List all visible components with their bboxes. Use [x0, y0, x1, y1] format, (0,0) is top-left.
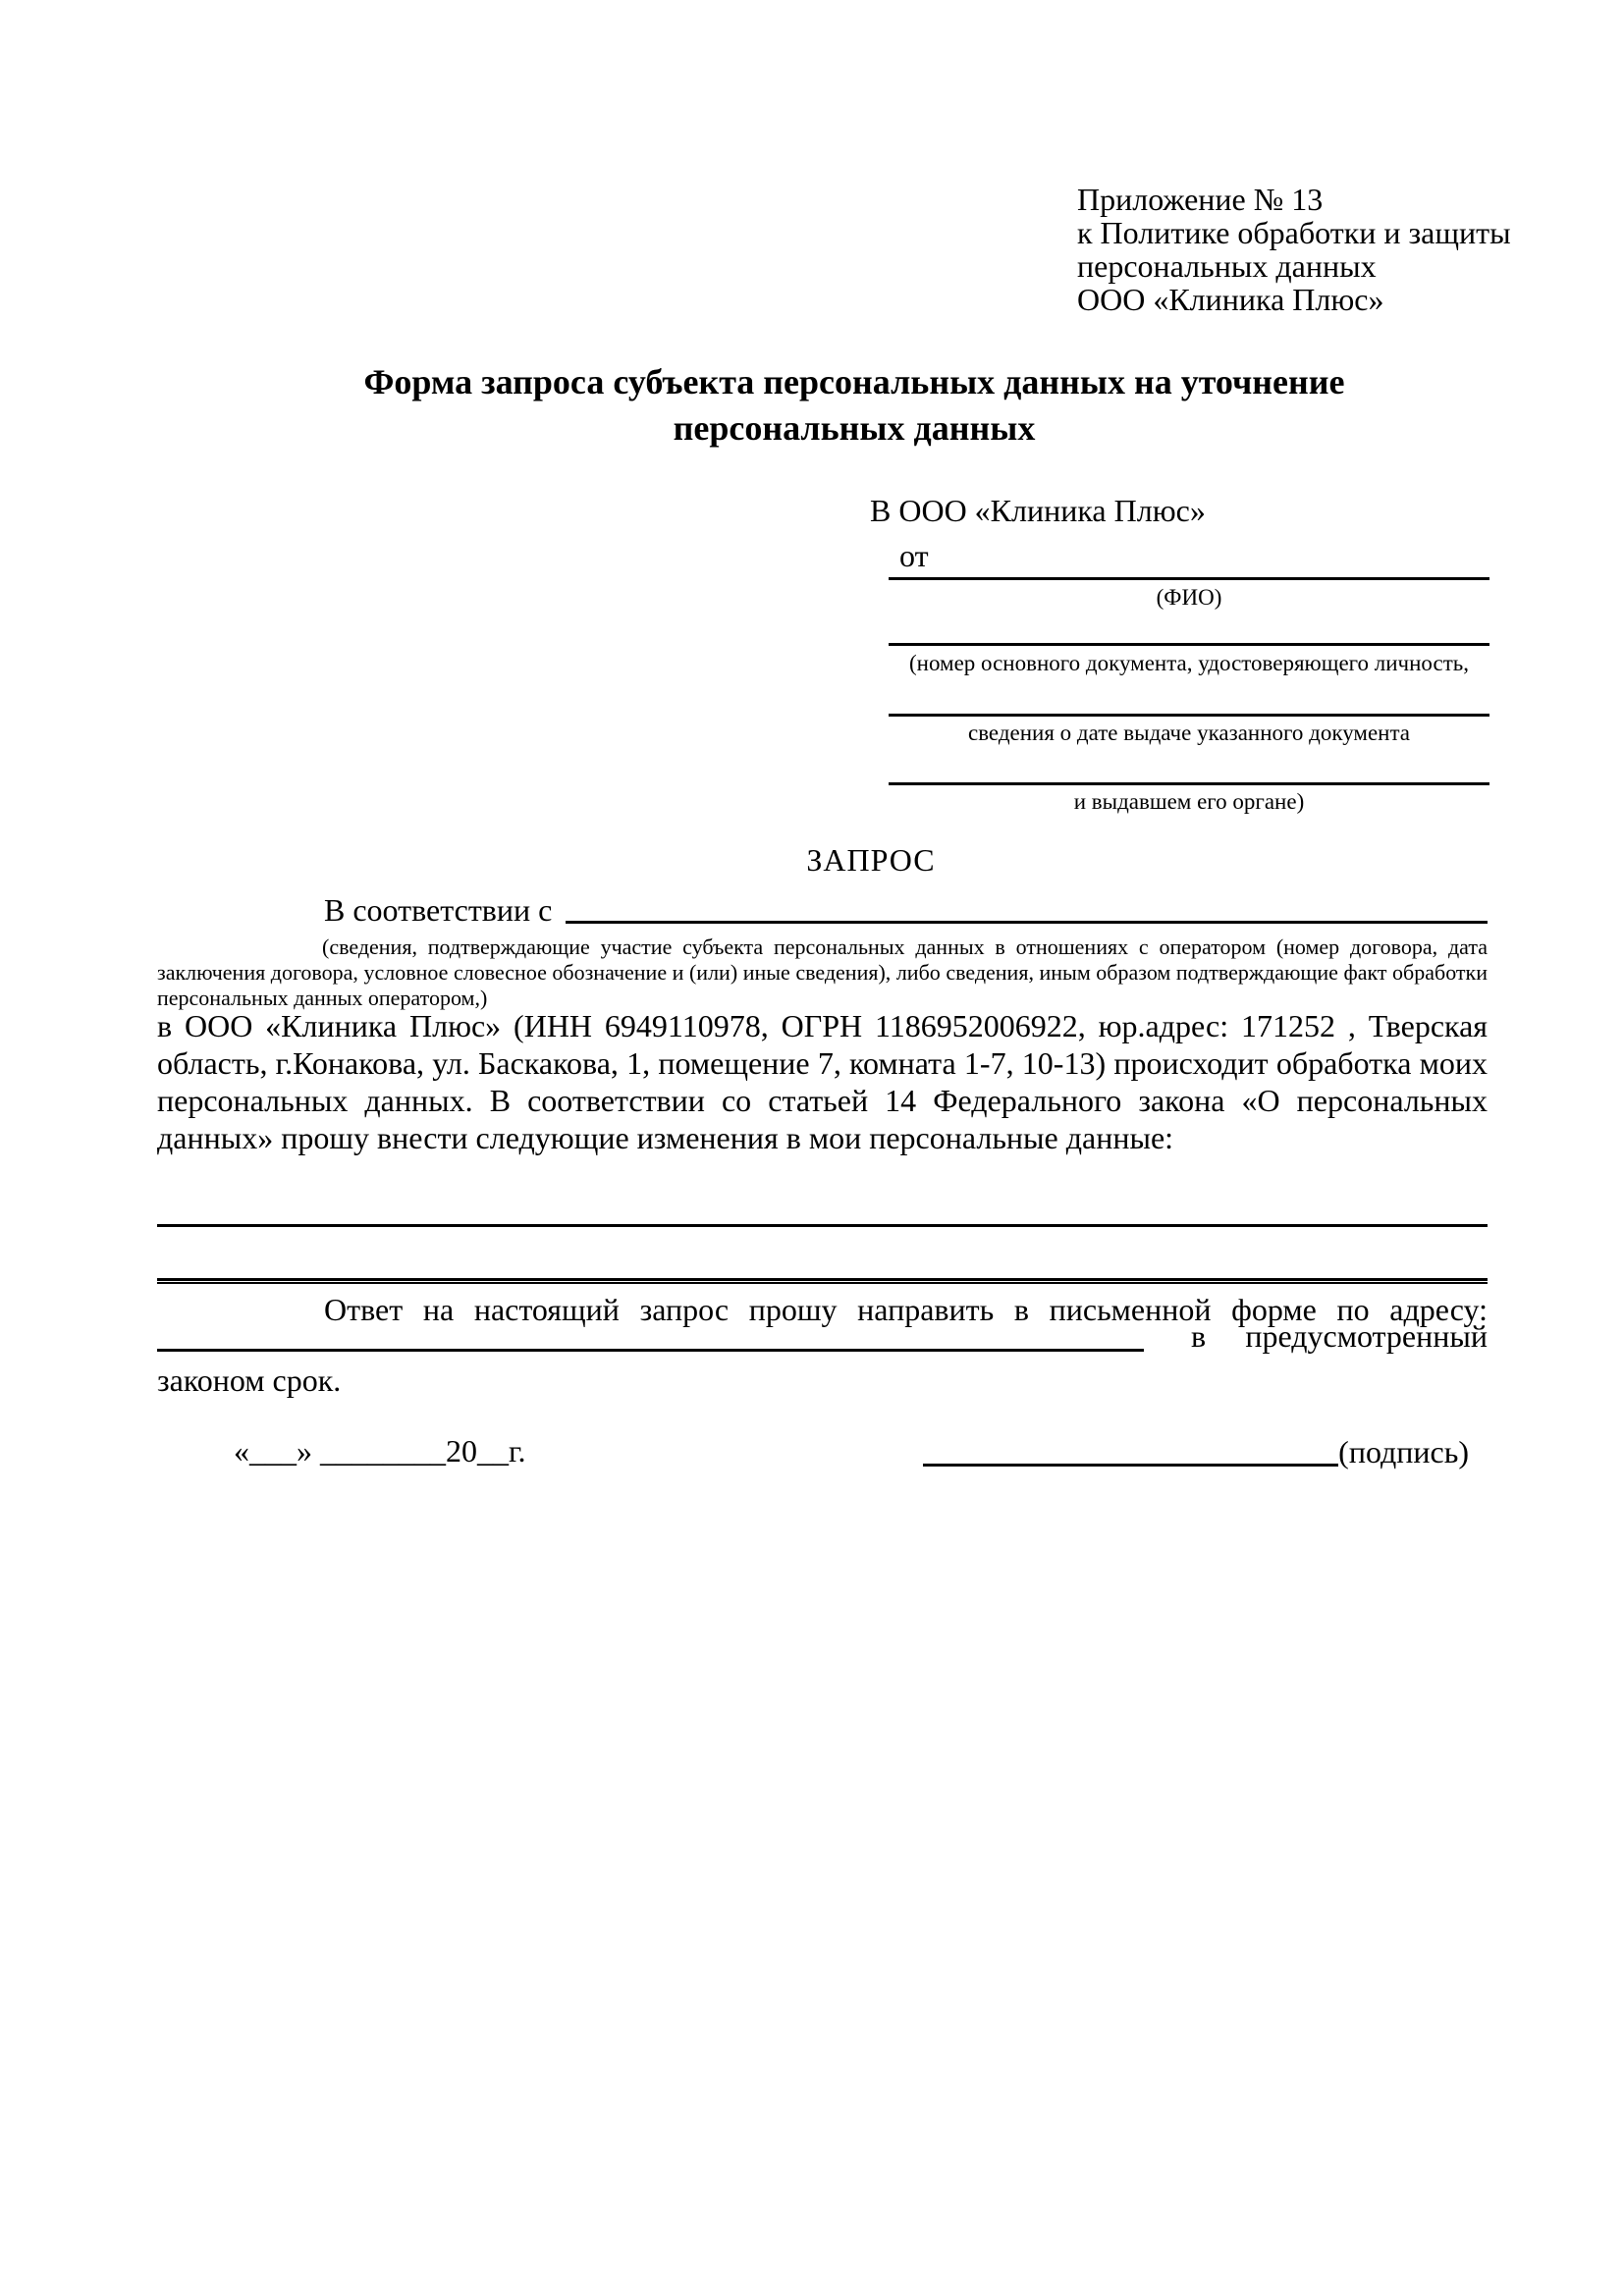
- body-paragraph: в ООО «Клиника Плюс» (ИНН 6949110978, ОГРН 1186952006922, юр.адрес: 171252 , Тверская область, г.Конакова, ул. Баскакова, 1, помещение 7, комната 1-7, 10-13) происходит обработка моих персональных данных. В соответствии со статьей 14 Федерального закона «О персональных данных» прошу внести следующие изменения в мои персональные данные:: [157, 1008, 1488, 1155]
- appendix-header-line: персональных данных: [1077, 248, 1377, 284]
- issuing-authority-blank-line: [889, 782, 1489, 785]
- from-label: от: [899, 538, 929, 573]
- appendix-header-line: ООО «Клиника Плюс»: [1077, 282, 1384, 317]
- appendix-header-line: к Политике обработки и защиты: [1077, 215, 1511, 250]
- address-blank-line: [157, 1349, 1144, 1352]
- reply-sentence-end: законом срок.: [157, 1362, 342, 1398]
- issue-date-blank-line: [889, 714, 1489, 717]
- document-title-line: персональных данных: [673, 408, 1036, 448]
- issuing-authority-caption: и выдавшем его органе): [1073, 789, 1305, 814]
- signature-row: [923, 1431, 1469, 1470]
- reply-tail-words: [1144, 1318, 1488, 1357]
- addressee-org: В ООО «Клиника Плюс»: [870, 493, 1206, 528]
- document-number-caption: (номер основного документа, удостоверяющего личность,: [908, 651, 1469, 675]
- issue-date-caption: сведения о дате выдаче указанного документа: [967, 721, 1411, 745]
- accordance-note: (сведения, подтверждающие участие субъекта персональных данных в отношениях с оператором (номер договора, дата заключения договора, условное словесное обозначение и (или) иные сведения), либо сведения, иным образом подтверждающие факт обработки персональных данных оператором,): [157, 934, 1488, 1010]
- appendix-header-line: Приложение № 13: [1077, 182, 1324, 217]
- reply-address-row: [157, 1317, 1488, 1357]
- signature-blank-line: [923, 1464, 1338, 1467]
- document-title: [157, 359, 1551, 452]
- fio-blank-line: [889, 577, 1489, 580]
- reply-word-predusmotrenny: предусмотренный: [1245, 1318, 1488, 1354]
- accordance-blank-line: [566, 921, 1488, 924]
- request-heading: ЗАПРОС: [806, 842, 936, 878]
- accordance-row: [157, 887, 1488, 929]
- changes-blank-line-2: [157, 1278, 1488, 1284]
- reply-word-v: в: [1191, 1318, 1207, 1354]
- document-title-line: Форма запроса субъекта персональных данных на уточнение: [363, 362, 1345, 401]
- changes-blank-line-1: [157, 1224, 1488, 1227]
- date-blank: «___» ________20__г.: [234, 1433, 526, 1468]
- appendix-header: [1077, 183, 1511, 316]
- document-number-blank-line: [889, 643, 1489, 646]
- accordance-prefix: В соответствии с: [324, 892, 553, 928]
- signature-caption: (подпись): [1338, 1434, 1469, 1469]
- reply-sentence: Ответ на настоящий запрос прошу направить в письменной форме по адресу:: [324, 1292, 1488, 1327]
- fio-caption: (ФИО): [1156, 585, 1222, 610]
